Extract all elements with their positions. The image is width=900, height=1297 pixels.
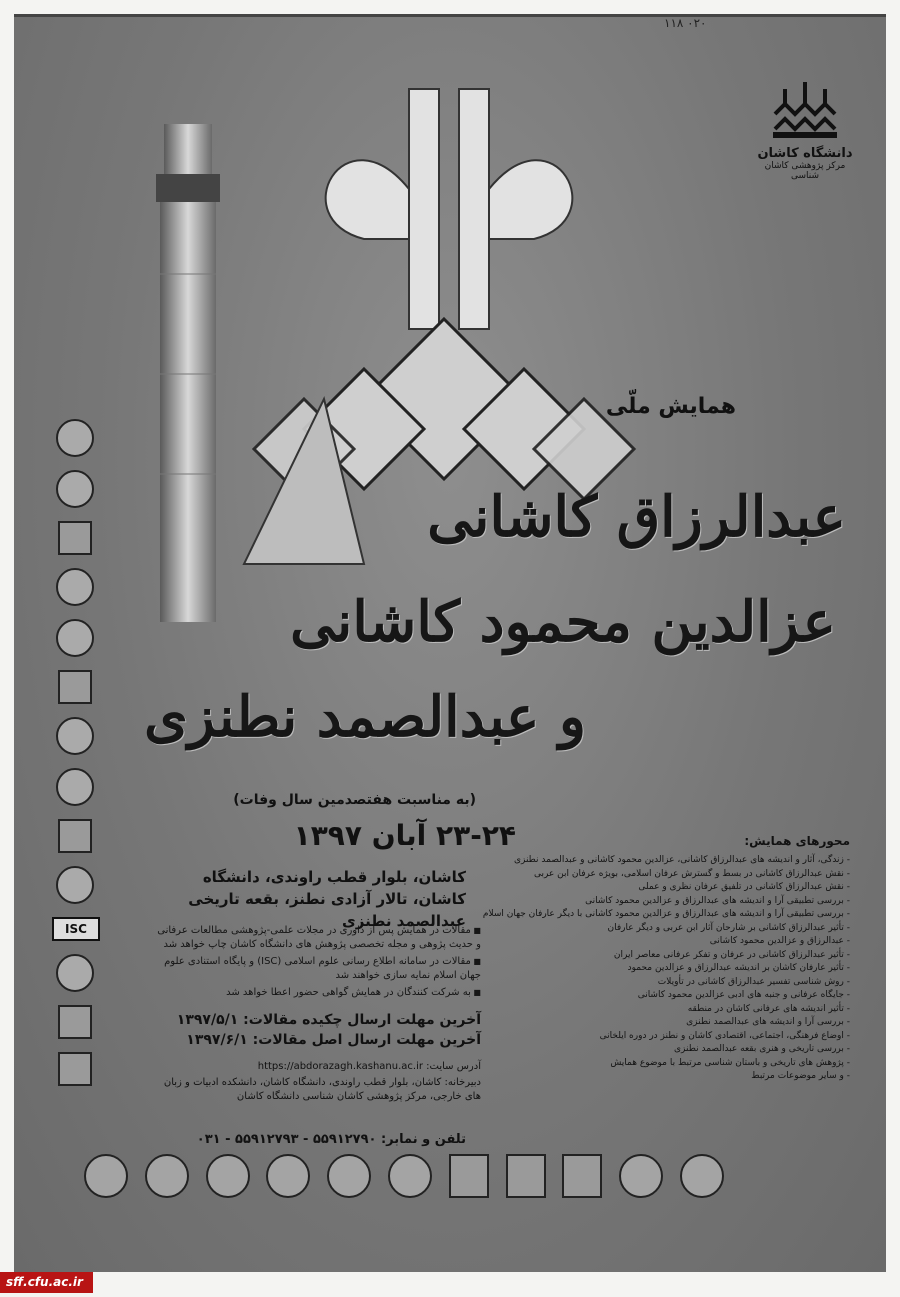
sponsor-emblem-icon: [58, 521, 92, 555]
topic-item: - بررسی تاریخی و هنری بقعه عبدالصمد نطنزی: [470, 1043, 850, 1057]
sponsor-seal-icon: [84, 1154, 128, 1198]
sponsor-seal-icon: [206, 1154, 250, 1198]
university-sub: مرکز پژوهشی کاشان شناسی: [764, 161, 846, 181]
phone-fax: تلفن و نمابر: ۵۵۹۱۲۷۹۰ - ۵۵۹۱۲۷۹۳ - ۰۳۱: [196, 1132, 466, 1147]
topic-item: - بررسی آرا و اندیشه های عبدالصمد نطنزی: [470, 1016, 850, 1030]
info-item: ■ به شرکت کنندگان در همایش گواهی حضور اعطا خواهد شد: [151, 986, 481, 1000]
sponsor-seal-icon: [388, 1154, 432, 1198]
sponsor-emblem-icon: [58, 1052, 92, 1086]
sponsor-seal-icon: [680, 1154, 724, 1198]
sponsor-emblem-icon: [562, 1154, 602, 1198]
sponsor-emblem-icon: [58, 1005, 92, 1039]
isc-badge: ISC: [52, 917, 100, 941]
university-name: دانشگاه کاشان: [757, 146, 853, 161]
abstract-deadline: آخرین مهلت ارسال چکیده مقالات: ۱۳۹۷/۵/۱: [176, 1012, 481, 1028]
source-site-tag: sff.cfu.ac.ir: [0, 1272, 93, 1293]
iran-emblem-icon: [506, 1154, 546, 1198]
sponsor-seal-icon: [56, 419, 94, 457]
sponsor-emblem-icon: [58, 670, 92, 704]
sponsor-seal-icon: [56, 470, 94, 508]
topic-item: - روش شناسی تفسیر عبدالرزاق کاشانی در تأویلات: [470, 976, 850, 990]
conference-label: همایش ملّی: [605, 394, 736, 419]
topic-item: - نقش عبدالرزاق کاشانی در تلفیق عرفان نظری و عملی: [470, 881, 850, 895]
sponsor-seal-icon: [56, 717, 94, 755]
website-line: آدرس سایت: https://abdorazagh.kashanu.ac.ir: [257, 1061, 481, 1072]
sponsor-seal-icon: [56, 619, 94, 657]
honoree-name-3: و عبدالصمد نطنزی: [144, 684, 586, 750]
info-item: ■ مقالات در همایش پس از داوری در مجلات علمی-پژوهشی مطالعات عرفانی و حدیث پژوهی و مجله تخصصی پژوهش های دانشگاه کاشان چاپ خواهد شد: [151, 924, 481, 952]
sponsor-seal-icon: [56, 768, 94, 806]
sponsor-seal-icon: [145, 1154, 189, 1198]
conference-dates: ۲۳-۲۴ آبان ۱۳۹۷: [293, 819, 516, 852]
sponsor-emblem-icon: [58, 819, 92, 853]
topic-item: - بررسی تطبیقی آرا و اندیشه های عبدالرزاق و عزالدین محمود کاشانی با دیگر عارفان جهان اسلام: [470, 908, 850, 922]
conference-poster: [14, 14, 886, 1272]
top-mark: ۱۱۸ ۰۲۰: [664, 16, 707, 30]
sponsor-seal-icon: [266, 1154, 310, 1198]
topic-item: - عبدالرزاق و عزالدین محمود کاشانی: [470, 935, 850, 949]
iran-emblem-icon: [449, 1154, 489, 1198]
paper-deadline: آخرین مهلت ارسال اصل مقالات: ۱۳۹۷/۶/۱: [186, 1032, 481, 1048]
sponsor-seal-icon: [56, 866, 94, 904]
sponsor-seal-icon: [56, 954, 94, 992]
university-emblem-icon: [765, 74, 845, 144]
topic-item: - و سایر موضوعات مرتبط: [470, 1070, 850, 1084]
topic-item: - تأثیر عبدالرزاق کاشانی در عرفان و تفکر عرفانی معاصر ایران: [470, 949, 850, 963]
sponsor-seal-icon: [327, 1154, 371, 1198]
secretariat-address: دبیرخانه: کاشان، بلوار قطب راوندی، دانشگاه کاشان، دانشکده ادبیات و زبان های خارجی، مرکز پژوهشی کاشان شناسی دانشگاه کاشان: [163, 1077, 481, 1102]
topic-item: - بررسی تطبیقی آرا و اندیشه های عبدالرزاق و عزالدین محمود کاشانی: [470, 895, 850, 909]
occasion-note: (به مناسبت هفتصدمین سال وفات): [233, 792, 476, 808]
topics-title: محورهای همایش:: [744, 834, 850, 848]
topic-item: - تأثیر اندیشه های عرفانی کاشان در منطقه: [470, 1003, 850, 1017]
conference-venue: کاشان، بلوار قطب راوندی، دانشگاه کاشان، تالار آزادی نطنز، بقعه تاریخی عبدالصمد نطنزی: [188, 868, 466, 930]
sponsor-seal-icon: [619, 1154, 663, 1198]
topic-item: - زندگی، آثار و اندیشه های عبدالرزاق کاشانی، عزالدین محمود کاشانی و عبدالصمد نطنزی: [470, 854, 850, 868]
info-item: ■ مقالات در سامانه اطلاع رسانی علوم اسلامی (ISC) و پایگاه استنادی علوم جهان اسلام نمایه سازی خواهند شد: [151, 955, 481, 983]
info-list: [151, 924, 481, 1003]
sponsor-seal-icon: [56, 568, 94, 606]
university-logo: [750, 74, 860, 181]
side-sponsor-logos: [52, 419, 98, 1099]
topic-item: - تأثیر عارفان کاشان بر اندیشه عبدالرزاق و عزالدین محمود: [470, 962, 850, 976]
topic-item: - نقش عبدالرزاق کاشانی در بسط و گسترش عرفان اسلامی، بویژه عرفان ابن عربی: [470, 868, 850, 882]
topic-item: - پژوهش های تاریخی و باستان شناسی مرتبط با موضوع همایش: [470, 1057, 850, 1071]
topic-item: - تأثیر عبدالرزاق کاشانی بر شارحان آثار ابن عربی و دیگر عارفان: [470, 922, 850, 936]
honoree-name-1: عبدالرزاق کاشانی: [427, 484, 846, 550]
topic-item: - اوضاع فرهنگی، اجتماعی، اقتصادی کاشان و نطنز در دوره ایلخانی: [470, 1030, 850, 1044]
topic-item: - جایگاه عرفانی و جنبه های ادبی عزالدین محمود کاشانی: [470, 989, 850, 1003]
honoree-name-2: عزالدین محمود کاشانی: [290, 589, 836, 655]
conference-topics: [470, 834, 850, 1084]
top-rule: [14, 14, 886, 17]
bottom-sponsor-logos: [84, 1154, 724, 1198]
